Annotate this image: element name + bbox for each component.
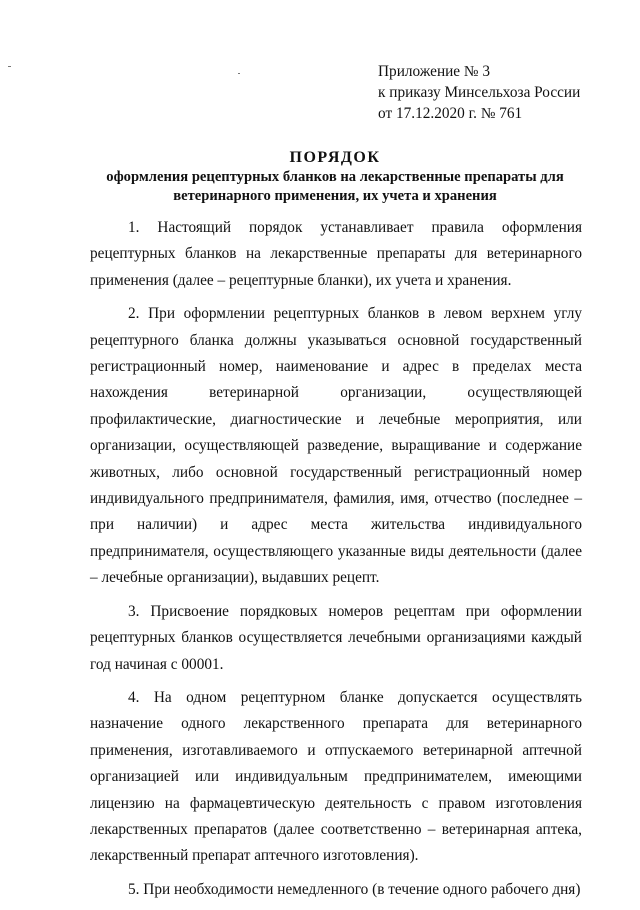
document-title xyxy=(90,148,580,206)
document-body xyxy=(90,215,582,910)
paragraph-5: 5. При необходимости немедленного (в течение одного рабочего дня) xyxy=(128,880,581,898)
annex-block xyxy=(378,61,618,124)
title-subtitle-line1: оформления рецептурных бланков на лекарственные препараты для xyxy=(106,169,564,185)
annex-number: Приложение № 3 xyxy=(378,63,490,80)
annex-order-date: от 17.12.2020 г. № 761 xyxy=(378,105,523,122)
paragraph-4: 4. На одном рецептурном бланке допускается осуществлять назначение одного лекарственного препарата для ветеринарного применения, изготавливаемого и отпускаемого ветеринарной аптечной организацией или индивидуальным предпринимателем, имеющими лицензию на фармацевтическую деятельность с правом изготовления лекарственных препаратов (далее соответственно – ветеринарная аптека, лекарственный препарат аптечного изготовления). xyxy=(90,688,582,865)
title-heading: ПОРЯДОК xyxy=(289,149,381,166)
title-subtitle-line2: ветеринарного применения, их учета и хранения xyxy=(173,188,497,204)
paragraph-1: 1. Настоящий порядок устанавливает правила оформления рецептурных бланков на лекарственные препараты для ветеринарного применения (далее – рецептурные бланки), их учета и хранения. xyxy=(90,219,582,289)
paragraph-3: 3. Присвоение порядковых номеров рецептам при оформлении рецептурных бланков осуществляется лечебными организациями каждый год начиная с 00001. xyxy=(90,602,582,673)
scan-speck xyxy=(8,66,11,67)
annex-order-ref: к приказу Минсельхоза России xyxy=(378,84,581,101)
paragraph-2: 2. При оформлении рецептурных бланков в левом верхнем углу рецептурного бланка должны указываться основной государственный регистрационный номер, наименование и адрес в пределах места нахождения ветеринарной организации, осуществляющей профилактические, диагностические и лечебные мероприятия, или организации, осуществляющей разведение, выращивание и содержание животных, либо основной государственный регистрационный номер индивидуального предпринимателя, фамилия, имя, отчество (последнее – при наличии) и адрес места жительства индивидуального предпринимателя, осуществляющего указанные виды деятельности (далее – лечебные организации), выдавших рецепт. xyxy=(90,305,582,587)
scan-speck xyxy=(238,73,240,74)
